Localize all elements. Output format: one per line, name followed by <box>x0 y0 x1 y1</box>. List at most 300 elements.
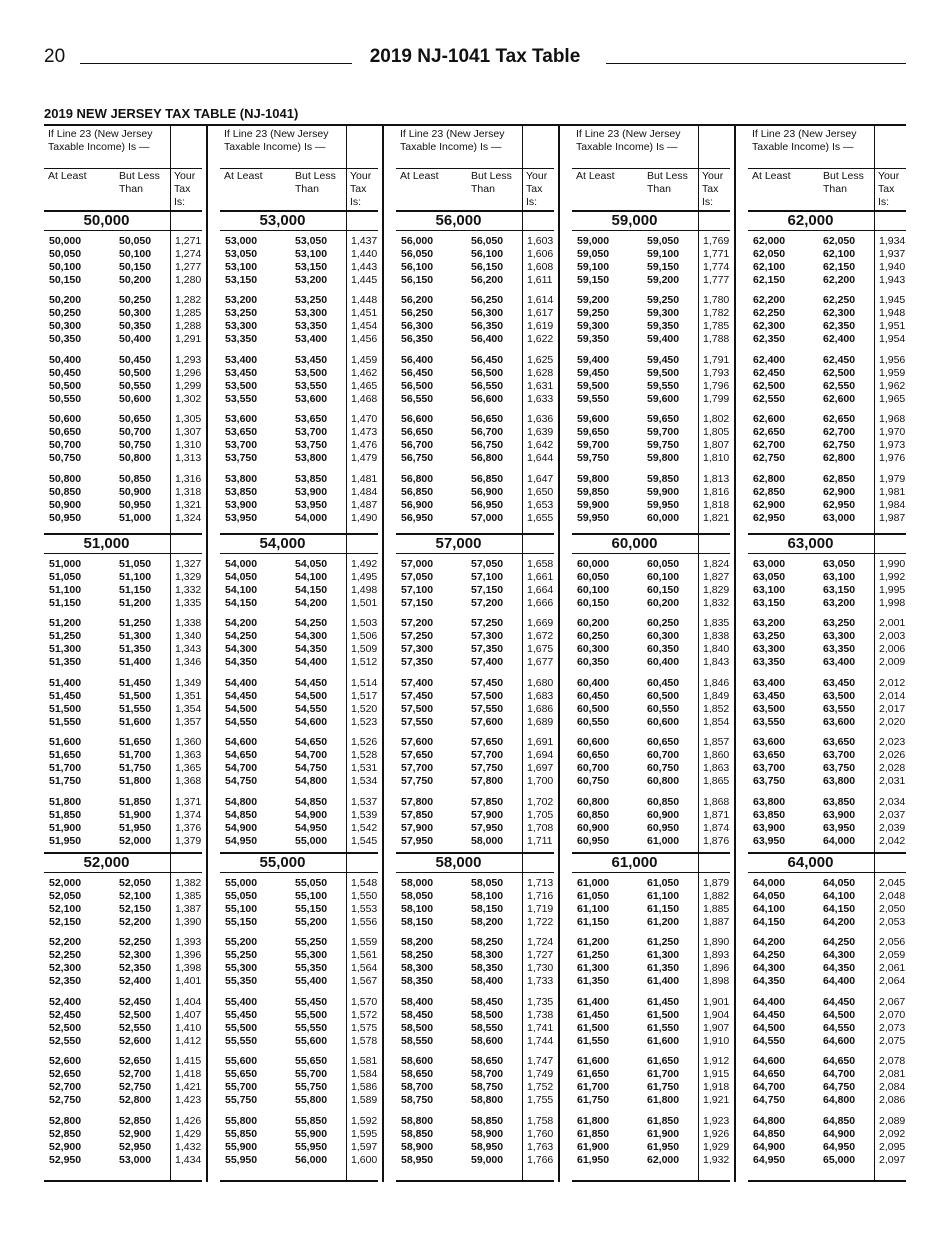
at-least-value: 55,600 <box>225 1055 258 1068</box>
table-row <box>44 584 202 597</box>
table-row <box>572 320 730 333</box>
at-least-value: 56,200 <box>401 294 434 307</box>
tax-value: 2,003 <box>879 630 906 643</box>
but-less-than-value: 52,800 <box>119 1094 152 1107</box>
at-least-value: 50,650 <box>49 426 82 439</box>
table-row <box>220 617 378 630</box>
table-row <box>572 1068 730 1081</box>
tax-value: 1,390 <box>175 916 202 928</box>
table-row <box>220 1009 378 1022</box>
at-least-value: 54,050 <box>225 571 258 583</box>
but-less-than-value: 59,850 <box>647 472 680 485</box>
at-least-value: 63,000 <box>753 558 786 570</box>
tax-value: 1,733 <box>527 975 554 988</box>
table-row <box>572 452 730 465</box>
table-row <box>44 1022 202 1035</box>
at-least-value: 56,500 <box>401 379 434 392</box>
tax-value: 1,597 <box>351 1140 378 1153</box>
at-least-value: 64,650 <box>753 1068 786 1081</box>
table-row <box>572 333 730 346</box>
but-less-than-value: 54,500 <box>295 689 328 702</box>
table-row <box>396 643 554 656</box>
tax-value: 1,321 <box>175 498 202 511</box>
table-row <box>44 1009 202 1022</box>
tax-value: 1,788 <box>703 333 730 346</box>
but-less-than-value: 55,400 <box>295 975 328 988</box>
but-less-than-value: 50,600 <box>119 392 152 405</box>
table-row <box>220 656 378 669</box>
but-less-than-value: 58,900 <box>471 1127 504 1140</box>
at-least-value: 60,300 <box>577 643 610 656</box>
tax-value: 1,351 <box>175 689 202 702</box>
tax-value: 1,490 <box>351 511 378 524</box>
tax-value: 2,034 <box>879 795 906 808</box>
at-least-value: 62,650 <box>753 426 786 439</box>
table-row <box>220 630 378 643</box>
at-least-value: 58,550 <box>401 1034 434 1047</box>
but-less-than-value: 50,850 <box>119 472 152 485</box>
table-row <box>396 1055 554 1068</box>
tax-value: 1,512 <box>351 656 378 669</box>
tax-value: 1,611 <box>527 274 553 286</box>
tax-value: 1,407 <box>175 1008 202 1021</box>
table-row <box>396 473 554 486</box>
table-row <box>572 975 730 988</box>
table-row <box>572 703 730 716</box>
but-less-than-value: 54,250 <box>295 617 328 630</box>
tax-value: 1,644 <box>527 452 554 465</box>
tax-value: 1,639 <box>527 426 554 439</box>
band-label-rule <box>44 230 202 231</box>
table-row <box>44 235 202 248</box>
table-row <box>220 749 378 762</box>
at-least-value: 63,800 <box>753 795 786 808</box>
at-least-value: 50,100 <box>49 261 82 273</box>
thousand-band-label: 50,000 <box>83 212 130 229</box>
at-least-value: 64,300 <box>753 962 786 975</box>
but-less-than-value: 62,000 <box>647 1153 680 1166</box>
but-less-than-value: 64,500 <box>823 1008 856 1021</box>
table-row <box>396 367 554 380</box>
tax-value: 1,617 <box>527 307 554 320</box>
tax-value: 1,432 <box>175 1140 202 1153</box>
but-less-than-value: 54,950 <box>295 821 328 834</box>
table-row <box>44 294 202 307</box>
tax-value: 1,700 <box>527 775 554 788</box>
but-less-than-value: 59,050 <box>647 235 680 247</box>
table-row <box>748 307 906 320</box>
tax-value: 2,001 <box>879 617 906 630</box>
but-less-than-value: 55,950 <box>295 1140 328 1153</box>
but-less-than-value: 54,800 <box>295 775 328 788</box>
at-least-value: 60,650 <box>577 749 610 762</box>
table-row <box>396 877 554 890</box>
at-least-value: 63,300 <box>753 643 786 656</box>
at-least-value: 57,800 <box>401 795 434 808</box>
at-least-value: 60,100 <box>577 584 610 596</box>
table-row <box>44 452 202 465</box>
tax-table <box>44 124 906 1182</box>
but-less-than-value: 53,850 <box>295 472 328 485</box>
table-row <box>220 643 378 656</box>
at-least-value: 63,600 <box>753 736 786 749</box>
table-row <box>44 558 202 571</box>
table-row <box>748 473 906 486</box>
at-least-value: 50,250 <box>49 307 82 320</box>
at-least-value: 52,450 <box>49 1008 82 1021</box>
at-least-value: 55,850 <box>225 1127 258 1140</box>
but-less-than-value: 59,200 <box>647 274 680 286</box>
tax-value: 1,653 <box>527 498 554 511</box>
at-least-value: 62,300 <box>753 320 786 333</box>
at-least-value: 56,300 <box>401 320 434 333</box>
tax-value: 1,998 <box>879 597 906 609</box>
at-least-value: 52,250 <box>49 949 82 962</box>
tax-value: 1,374 <box>175 808 202 821</box>
but-less-than-value: 50,800 <box>119 452 152 465</box>
but-less-than-value: 62,750 <box>823 439 856 452</box>
tax-value: 2,053 <box>879 916 906 928</box>
but-less-than-value: 62,350 <box>823 320 856 333</box>
but-less-than-value: 56,150 <box>471 261 504 273</box>
at-least-value: 61,650 <box>577 1068 610 1081</box>
tax-value: 2,014 <box>879 689 906 702</box>
at-least-value: 56,350 <box>401 333 434 346</box>
at-least-value: 61,150 <box>577 916 610 928</box>
tax-value: 1,440 <box>351 248 378 260</box>
column-subheaders <box>572 170 730 210</box>
table-row <box>396 571 554 584</box>
tax-value: 1,365 <box>175 762 202 775</box>
table-row <box>44 749 202 762</box>
tax-value: 1,973 <box>879 439 906 452</box>
at-least-value: 50,500 <box>49 379 82 392</box>
at-least-value: 54,750 <box>225 775 258 788</box>
but-less-than-value: 56,950 <box>471 498 504 511</box>
but-less-than-value: 61,500 <box>647 1008 680 1021</box>
tax-value: 1,948 <box>879 307 906 320</box>
band-label-rule <box>396 230 554 231</box>
but-less-than-value: 51,950 <box>119 821 152 834</box>
band-label-rule <box>572 230 730 231</box>
at-least-header: At Least <box>48 170 87 182</box>
tax-value: 1,412 <box>175 1034 202 1047</box>
at-least-value: 51,950 <box>49 834 82 847</box>
table-row <box>748 1141 906 1154</box>
but-less-than-value: 53,750 <box>295 439 328 452</box>
table-row <box>396 248 554 261</box>
table-row <box>572 949 730 962</box>
but-less-than-value: 54,050 <box>295 558 328 570</box>
table-row <box>572 962 730 975</box>
tax-value: 1,923 <box>703 1114 730 1127</box>
but-less-than-value: 59,700 <box>647 426 680 439</box>
table-row <box>44 762 202 775</box>
at-least-value: 62,350 <box>753 333 786 346</box>
at-least-value: 58,700 <box>401 1081 434 1094</box>
at-least-value: 59,950 <box>577 511 610 524</box>
tax-value: 1,968 <box>879 413 906 426</box>
tax-value: 2,009 <box>879 656 906 669</box>
but-less-than-value: 64,700 <box>823 1068 856 1081</box>
at-least-value: 51,300 <box>49 643 82 656</box>
but-less-than-value: 50,300 <box>119 307 152 320</box>
at-least-value: 61,950 <box>577 1153 610 1166</box>
tax-value: 2,031 <box>879 775 906 788</box>
table-row <box>572 367 730 380</box>
thousand-band-label: 55,000 <box>259 854 306 871</box>
tax-value: 1,316 <box>175 472 202 485</box>
table-row <box>220 499 378 512</box>
at-least-value: 57,600 <box>401 736 434 749</box>
at-least-value: 54,200 <box>225 617 258 630</box>
table-row <box>748 439 906 452</box>
table-row <box>748 1009 906 1022</box>
at-least-value: 64,550 <box>753 1034 786 1047</box>
table-row <box>748 796 906 809</box>
tax-value: 1,666 <box>527 597 554 609</box>
at-least-value: 61,250 <box>577 949 610 962</box>
but-less-than-value: 56,750 <box>471 439 504 452</box>
but-less-than-value: 61,700 <box>647 1068 680 1081</box>
at-least-value: 53,150 <box>225 274 258 286</box>
but-less-than-value: 58,650 <box>471 1055 504 1068</box>
but-less-than-value: 56,050 <box>471 235 504 247</box>
table-row <box>220 916 378 929</box>
table-row <box>748 558 906 571</box>
tax-value: 2,078 <box>879 1055 906 1068</box>
tax-value: 1,415 <box>175 1055 202 1068</box>
but-less-than-value: 56,700 <box>471 426 504 439</box>
at-least-value: 51,100 <box>49 584 82 596</box>
column-subheaders <box>220 170 378 210</box>
but-less-than-header: But Less Than <box>647 170 688 195</box>
but-less-than-value: 55,300 <box>295 949 328 962</box>
at-least-value: 50,050 <box>49 248 82 260</box>
at-least-value: 54,550 <box>225 715 258 728</box>
tax-value: 1,280 <box>175 274 202 286</box>
table-row <box>44 822 202 835</box>
at-least-value: 60,950 <box>577 834 610 847</box>
table-row <box>220 1128 378 1141</box>
table-bottom-rule <box>220 1180 378 1182</box>
at-least-value: 64,200 <box>753 936 786 949</box>
but-less-than-value: 62,850 <box>823 472 856 485</box>
table-row <box>44 690 202 703</box>
tax-value: 1,962 <box>879 379 906 392</box>
but-less-than-value: 50,450 <box>119 353 152 366</box>
tax-value: 1,296 <box>175 366 202 379</box>
thousand-band-label: 61,000 <box>611 854 658 871</box>
but-less-than-value: 52,500 <box>119 1008 152 1021</box>
at-least-value: 62,200 <box>753 294 786 307</box>
at-least-value: 53,850 <box>225 485 258 498</box>
at-least-value: 55,700 <box>225 1081 258 1094</box>
at-least-value: 64,850 <box>753 1127 786 1140</box>
tax-value: 1,523 <box>351 715 378 728</box>
at-least-value: 57,550 <box>401 715 434 728</box>
tax-value: 1,987 <box>879 511 906 524</box>
tax-value: 2,050 <box>879 903 906 915</box>
at-least-header: At Least <box>400 170 439 182</box>
income-condition-label: If Line 23 (New Jersey Taxable Income) Is — <box>48 128 153 154</box>
table-row <box>396 775 554 788</box>
tax-value: 2,012 <box>879 676 906 689</box>
at-least-value: 63,550 <box>753 715 786 728</box>
tax-value: 1,898 <box>703 975 730 988</box>
tax-value: 1,840 <box>703 643 730 656</box>
table-row <box>572 1009 730 1022</box>
table-row <box>44 413 202 426</box>
tax-value: 1,876 <box>703 834 730 847</box>
tax-value: 1,454 <box>351 320 378 333</box>
tax-value: 1,956 <box>879 353 906 366</box>
but-less-than-value: 51,350 <box>119 643 152 656</box>
income-condition-label: If Line 23 (New Jersey Taxable Income) Is — <box>576 128 681 154</box>
table-row <box>220 796 378 809</box>
at-least-value: 52,200 <box>49 936 82 949</box>
but-less-than-value: 51,500 <box>119 689 152 702</box>
but-less-than-value: 56,100 <box>471 248 504 260</box>
at-least-value: 60,550 <box>577 715 610 728</box>
at-least-header: At Least <box>752 170 791 182</box>
at-least-value: 62,950 <box>753 511 786 524</box>
at-least-value: 55,650 <box>225 1068 258 1081</box>
tax-value: 1,769 <box>703 235 730 247</box>
at-least-value: 51,550 <box>49 715 82 728</box>
but-less-than-value: 58,050 <box>471 877 504 889</box>
but-less-than-value: 64,100 <box>823 890 856 902</box>
but-less-than-value: 57,700 <box>471 749 504 762</box>
table-row <box>396 413 554 426</box>
at-least-value: 57,400 <box>401 676 434 689</box>
at-least-value: 54,300 <box>225 643 258 656</box>
at-least-value: 50,750 <box>49 452 82 465</box>
but-less-than-value: 60,050 <box>647 558 680 570</box>
but-less-than-value: 57,150 <box>471 584 504 596</box>
table-row <box>396 294 554 307</box>
table-row <box>396 703 554 716</box>
table-row <box>220 716 378 729</box>
table-row <box>220 690 378 703</box>
at-least-value: 50,550 <box>49 392 82 405</box>
tax-value: 1,752 <box>527 1081 554 1094</box>
tax-value: 1,595 <box>351 1127 378 1140</box>
at-least-value: 50,800 <box>49 472 82 485</box>
at-least-value: 55,250 <box>225 949 258 962</box>
table-row <box>44 426 202 439</box>
table-row <box>220 413 378 426</box>
table-row <box>572 1115 730 1128</box>
table-row <box>44 1035 202 1048</box>
table-row <box>396 716 554 729</box>
but-less-than-value: 56,550 <box>471 379 504 392</box>
table-row <box>748 1022 906 1035</box>
tax-value: 1,285 <box>175 307 202 320</box>
but-less-than-value: 56,800 <box>471 452 504 465</box>
but-less-than-value: 53,550 <box>295 379 328 392</box>
tax-value: 1,313 <box>175 452 202 465</box>
but-less-than-value: 61,200 <box>647 916 680 928</box>
at-least-value: 57,900 <box>401 821 434 834</box>
but-less-than-value: 58,750 <box>471 1081 504 1094</box>
tax-value: 1,506 <box>351 630 378 643</box>
at-least-value: 62,500 <box>753 379 786 392</box>
at-least-value: 54,150 <box>225 597 258 609</box>
tax-value: 1,940 <box>879 261 906 273</box>
at-least-value: 58,400 <box>401 995 434 1008</box>
but-less-than-value: 58,950 <box>471 1140 504 1153</box>
tax-value: 1,702 <box>527 795 554 808</box>
table-row <box>748 512 906 525</box>
at-least-value: 62,850 <box>753 485 786 498</box>
at-least-value: 61,700 <box>577 1081 610 1094</box>
at-least-value: 59,250 <box>577 307 610 320</box>
table-row <box>44 916 202 929</box>
tax-value: 1,771 <box>703 248 730 260</box>
at-least-value: 56,950 <box>401 511 434 524</box>
table-row <box>44 1055 202 1068</box>
at-least-value: 54,450 <box>225 689 258 702</box>
tax-value: 1,675 <box>527 643 554 656</box>
tax-value: 1,418 <box>175 1068 202 1081</box>
tax-value: 1,796 <box>703 379 730 392</box>
at-least-value: 64,600 <box>753 1055 786 1068</box>
but-less-than-value: 55,850 <box>295 1114 328 1127</box>
at-least-value: 61,600 <box>577 1055 610 1068</box>
but-less-than-value: 50,550 <box>119 379 152 392</box>
at-least-value: 53,600 <box>225 413 258 426</box>
tax-value: 1,437 <box>351 235 378 247</box>
column-header <box>748 124 906 168</box>
tax-value: 1,548 <box>351 877 378 889</box>
but-less-than-value: 64,350 <box>823 962 856 975</box>
but-less-than-value: 61,750 <box>647 1081 680 1094</box>
table-row <box>572 354 730 367</box>
but-less-than-value: 51,750 <box>119 762 152 775</box>
but-less-than-value: 55,550 <box>295 1021 328 1034</box>
header-divider <box>748 168 906 169</box>
at-least-value: 53,500 <box>225 379 258 392</box>
table-row <box>748 1081 906 1094</box>
at-least-value: 62,550 <box>753 392 786 405</box>
at-least-value: 60,200 <box>577 617 610 630</box>
at-least-value: 61,000 <box>577 877 610 889</box>
but-less-than-value: 54,700 <box>295 749 328 762</box>
band-label-rule <box>220 872 378 873</box>
at-least-value: 53,800 <box>225 472 258 485</box>
tax-value: 1,423 <box>175 1094 202 1107</box>
at-least-value: 58,000 <box>401 877 434 889</box>
tax-value: 1,481 <box>351 472 378 485</box>
tax-value: 1,893 <box>703 949 730 962</box>
but-less-than-value: 59,150 <box>647 261 680 273</box>
block-divider <box>206 124 208 1182</box>
tax-value: 1,487 <box>351 498 378 511</box>
tax-value: 1,625 <box>527 353 554 366</box>
tax-value: 1,335 <box>175 597 202 609</box>
table-row <box>748 809 906 822</box>
but-less-than-value: 61,000 <box>647 834 680 847</box>
but-less-than-value: 58,200 <box>471 916 504 928</box>
tax-value: 1,501 <box>351 597 378 609</box>
at-least-header: At Least <box>224 170 263 182</box>
tax-value: 2,070 <box>879 1008 906 1021</box>
block-divider <box>558 124 560 1182</box>
table-row <box>748 775 906 788</box>
at-least-value: 62,000 <box>753 235 786 247</box>
but-less-than-value: 64,250 <box>823 936 856 949</box>
